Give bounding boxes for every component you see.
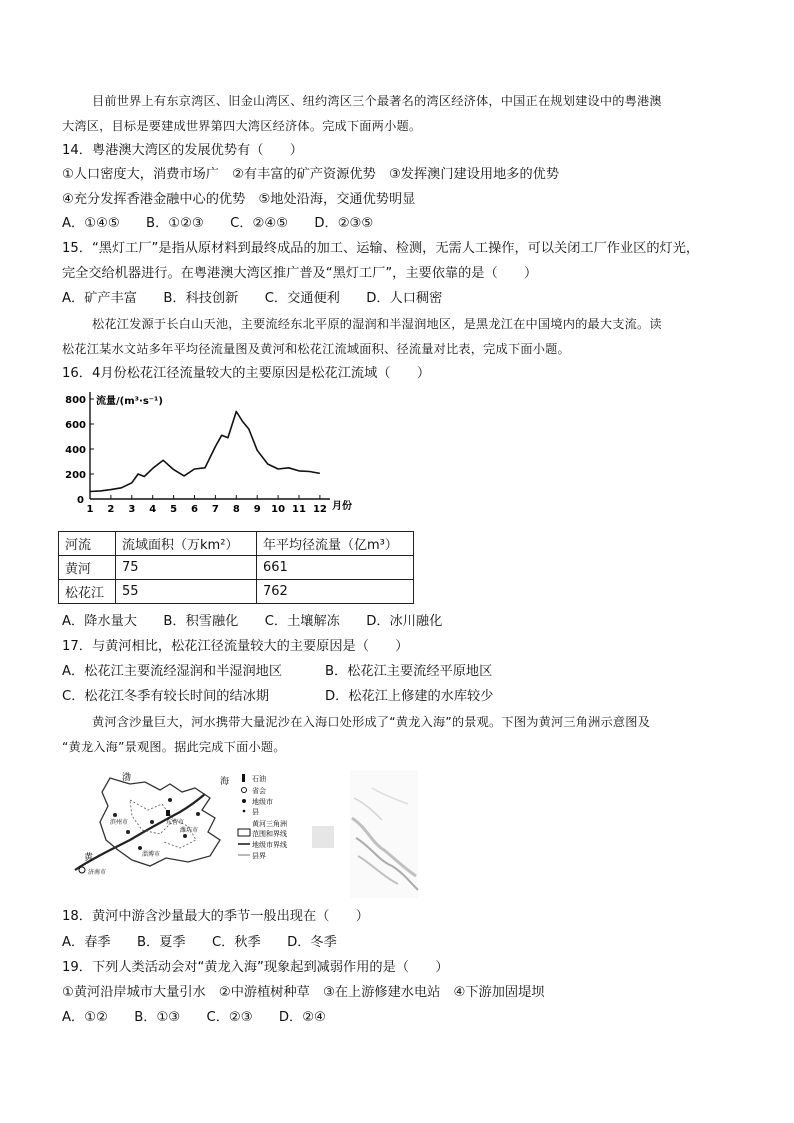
q17-option-a: A．松花江主要流经湿润和半湿润地区: [62, 664, 283, 679]
x-tick-label: 6: [191, 504, 198, 515]
q18-options: A．春季 B．夏季 C．秋季 D．冬季: [62, 935, 337, 950]
y-tick-label: 800: [65, 395, 86, 406]
q15-stem-2: 完全交给机器进行。在粤港澳大湾区推广普及“黑灯工厂”，主要依靠的是（ ）: [62, 266, 538, 281]
x-tick-label: 8: [232, 504, 240, 515]
passage1-line2: 大湾区，目标是要建成世界第四大湾区经济体。完成下面两小题。: [62, 119, 422, 133]
table-header-row: [59, 532, 414, 556]
y-tick-label: 600: [65, 420, 86, 431]
river-comparison-table: [58, 531, 414, 604]
legend-delta-boundary: 范围和界线: [252, 830, 287, 838]
passage2-line1: 松花江发源于长白山天池，主要流经东北平原的湿润和半湿润地区，是黑龙江在中国境内的最大支流。读: [92, 317, 662, 331]
table-cell: 661: [257, 556, 414, 580]
map-legend: [238, 774, 287, 860]
q19-stem: 19．下列人类活动会对“黄龙入海”现象起到减弱作用的是（ ）: [62, 960, 449, 975]
table-cell: 55: [116, 580, 257, 604]
q19-items: ①黄河沿岸城市大量引水 ②中游植树种草 ③在上游修建水电站 ④下游加固堤坝: [62, 985, 545, 1000]
map-label-bo: 渤: [122, 773, 132, 783]
legend-delta: 黄河三角洲: [252, 820, 287, 828]
x-tick-label: 2: [107, 504, 115, 515]
q14-stem: 14．粤港澳大湾区的发展优势有（ ）: [62, 143, 303, 158]
q17-option-b: B．松花江主要流经平原地区: [325, 664, 493, 679]
passage2-line2: 松花江某水文站多年平均径流量图及黄河和松花江流域面积、径流量对比表，完成下面小题。: [62, 342, 570, 356]
legend-prefecture-city: 地级市: [252, 798, 273, 806]
y-zero-label: 0: [77, 495, 84, 506]
table-cell: 75: [116, 556, 257, 580]
x-tick-label: 11: [292, 504, 306, 515]
map-label-weifang: 潍坊市: [180, 827, 199, 834]
x-tick-label: 4: [149, 504, 157, 515]
x-tick-label: 7: [211, 504, 219, 515]
x-axis-label: 月份: [332, 501, 352, 512]
q18-stem: 18．黄河中游含沙量最大的季节一般出现在（ ）: [62, 909, 369, 924]
map-label-dongying: 东营市: [166, 819, 185, 826]
legend-prefecture-boundary: 地级市界线: [252, 841, 287, 849]
legend-capital: 省会: [252, 787, 266, 795]
map-label-hai: 海: [220, 777, 230, 787]
x-tick-label: 1: [86, 504, 94, 515]
x-tick-label: 10: [271, 504, 286, 515]
legend-county: 县: [252, 808, 259, 816]
q14-items-2: ④充分发挥香港金融中心的优势 ⑤地处沿海，交通优势明显: [62, 192, 416, 207]
y-tick-label: 400: [65, 445, 86, 456]
table-cell: 黄河: [59, 556, 116, 580]
map-label-jinan: 济南市: [88, 869, 107, 876]
legend-oil: 石油: [252, 775, 266, 783]
map-label-huang: 黄: [84, 853, 94, 863]
x-tick-label: 9: [253, 504, 261, 515]
q17-stem: 17．与黄河相比，松花江径流量较大的主要原因是（ ）: [62, 639, 409, 654]
passage1-line1: 目前世界上有东京湾区、旧金山湾区、纽约湾区三个最著名的湾区经济体，中国正在规划建设中的粤港澳: [92, 94, 662, 108]
x-tick-label: 3: [128, 504, 136, 515]
q19-options: A．①② B．①③ C．②③ D．②④: [62, 1010, 326, 1025]
passage3-line2: “黄龙入海”景观图。据此完成下面小题。: [62, 740, 286, 754]
table-row: [59, 580, 414, 604]
q15-stem-1: 15．“黑灯工厂”是指从原材料到最终成品的加工、运输、检测，无需人工操作，可以关闭工厂作业区的灯光，: [62, 241, 700, 256]
q14-items-1: ①人口密度大，消费市场广 ②有丰富的矿产资源优势 ③发挥澳门建设用地多的优势: [62, 167, 560, 182]
table-row: [59, 556, 414, 580]
map-label-binzhou: 滨州市: [110, 819, 129, 826]
map-label-zibo: 淄博市: [142, 851, 161, 858]
table-cell: 762: [257, 580, 414, 604]
table-cell: 松花江: [59, 580, 116, 604]
y-axis-label: 流量/(m³·s⁻¹): [96, 396, 164, 407]
legend-county-boundary: 县界: [252, 852, 266, 860]
table-header-cell: 河流: [59, 532, 116, 556]
x-tick-label: 12: [312, 504, 327, 515]
q16-stem: 16．4月份松花江径流量较大的主要原因是松花江流域（ ）: [62, 366, 431, 381]
q17-option-c: C．松花江冬季有较长时间的结冰期: [62, 689, 270, 704]
q17-option-d: D．松花江上修建的水库较少: [325, 689, 494, 704]
table-header-cell: 流域面积（万km²）: [116, 532, 257, 556]
passage3-line1: 黄河含沙量巨大，河水携带大量泥沙在入海口处形成了“黄龙入海”的景观。下图为黄河三角洲示意图及: [92, 715, 651, 729]
runoff-series-line: [90, 412, 320, 492]
q15-options: A．矿产丰富 B．科技创新 C．交通便利 D．人口稠密: [62, 291, 443, 306]
runoff-line-chart: [62, 388, 362, 522]
x-tick-label: 5: [170, 504, 178, 515]
q16-options: A．降水量大 B．积雪融化 C．土壤解冻 D．冰川融化: [62, 614, 443, 629]
q14-options: A．①④⑤ B．①②③ C．②④⑤ D．②③⑤: [62, 216, 374, 231]
yellow-dragon-landscape-photo: [312, 768, 420, 900]
table-header-cell: 年平均径流量（亿m³）: [257, 532, 414, 556]
y-tick-label: 200: [65, 470, 86, 481]
yellow-river-delta-map: [70, 770, 310, 880]
